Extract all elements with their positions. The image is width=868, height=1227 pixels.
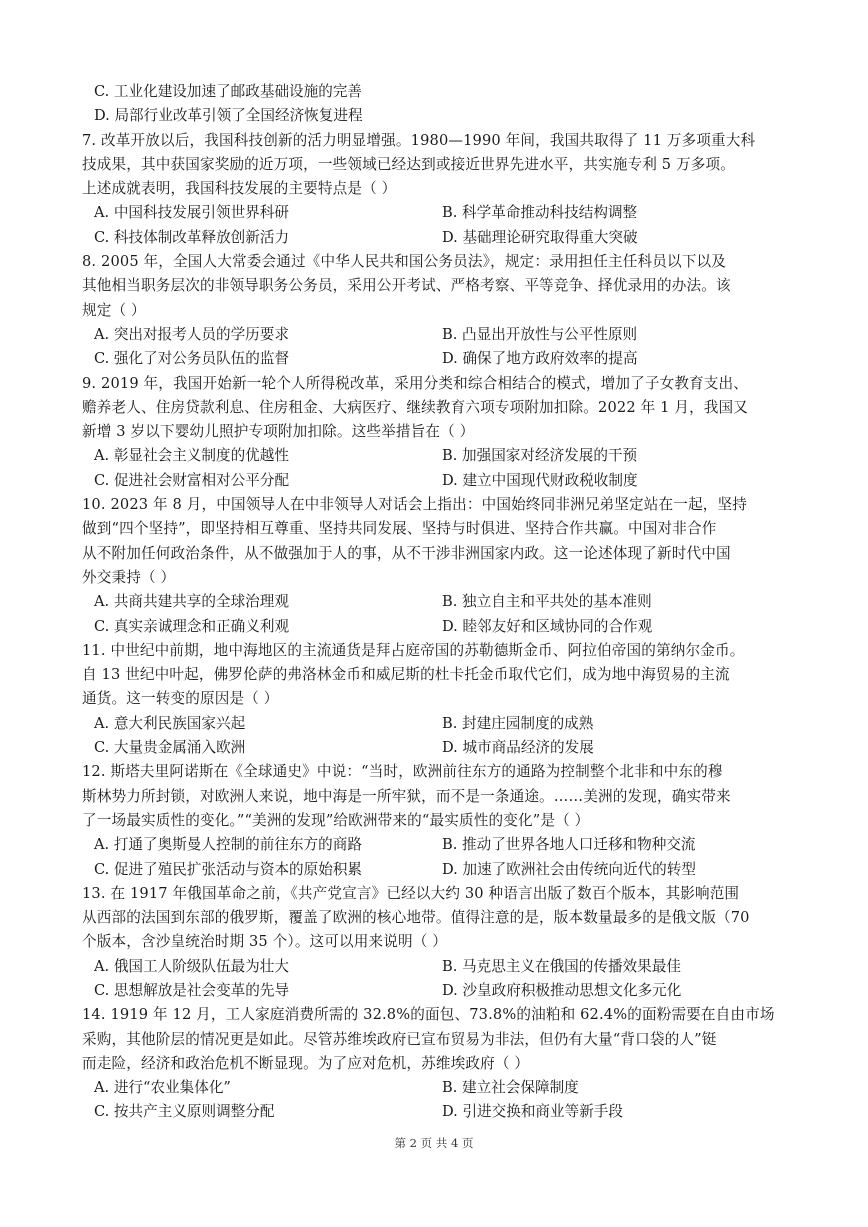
answer-options [82, 833, 788, 882]
question [82, 129, 788, 250]
question-text-line: 采购，其他阶层的情况更是如此。尽管苏维埃政府已宣布贸易为非法，但仍有大量“背口袋的人”铤 [82, 1030, 717, 1048]
question-stem [82, 493, 788, 590]
question [82, 760, 788, 881]
option-b[interactable]: B. 凸显出开放性与公平性原则 [442, 325, 638, 343]
option-d[interactable]: D. 睦邻友好和区域协同的合作观 [442, 617, 653, 635]
option-b[interactable]: B. 独立自主和平共处的基本准则 [442, 593, 652, 611]
option-a[interactable]: A. 意大利民族国家兴起 [94, 714, 246, 732]
option-d[interactable]: D. 基础理论研究取得重大突破 [442, 228, 638, 246]
option-c[interactable]: C. 促进了殖民扩张活动与资本的原始积累 [94, 860, 363, 878]
question-text-line: 13. 在 1917 年俄国革命之前，《共产党宣言》已经以大约 30 种语言出版了数百个版本，其影响范围 [82, 884, 740, 902]
question-text-line: 外交秉持（ ） [82, 568, 176, 586]
option-b[interactable]: B. 马克思主义在俄国的传播效果最佳 [442, 957, 681, 975]
option-a[interactable]: A. 中国科技发展引领世界科研 [94, 204, 289, 222]
page-number: 第 2 页 共 4 页 [394, 1136, 474, 1150]
question [82, 639, 788, 760]
question [82, 250, 788, 371]
option-d[interactable]: D. 沙皇政府积极推动思想文化多元化 [442, 981, 682, 999]
question-stem [82, 760, 788, 833]
option-a[interactable]: A. 突出对报考人员的学历要求 [94, 325, 289, 343]
answer-options [82, 201, 788, 250]
question-text-line: 其他相当职务层次的非领导职务公务员，采用公开考试、严格考察、平等竞争、择优录用的办法。该 [82, 277, 731, 295]
option-b[interactable]: B. 建立社会保障制度 [442, 1079, 579, 1097]
option-b[interactable]: B. 加强国家对经济发展的干预 [442, 447, 638, 465]
question-text-line: 了一场最实质性的变化。”“美洲的发现”给欧洲带来的“最实质性的变化”是（ ） [82, 811, 590, 829]
question-list [82, 129, 788, 1125]
answer-options [82, 1076, 788, 1125]
answer-options [82, 323, 788, 372]
question-text-line: 自 13 世纪中叶起，佛罗伦萨的弗洛林金币和威尼斯的杜卡托金币取代它们，成为地中海贸易的主流 [82, 666, 730, 684]
option-c[interactable]: C. 强化了对公务员队伍的监督 [94, 350, 290, 368]
question-text-line: 11. 中世纪中前期，地中海地区的主流通货是拜占庭帝国的苏勒德斯金币、阿拉伯帝国的第纳尔金币。 [82, 641, 745, 659]
question-text-line: 做到“四个坚持”，即坚持相互尊重、坚持共同发展、坚持与时俱进、坚持合作共赢。中国对非合作 [82, 520, 717, 538]
option-a[interactable]: A. 共商共建共享的全球治理观 [94, 593, 289, 611]
question-text-line: 上述成就表明，我国科技发展的主要特点是（ ） [82, 180, 397, 198]
question-text-line: 新增 3 岁以下婴幼儿照护专项附加扣除。这些举措旨在（ ） [82, 423, 475, 441]
option-a[interactable]: A. 彰显社会主义制度的优越性 [94, 447, 289, 465]
question-text-line: 7. 改革开放以后，我国科技创新的活力明显增强。1980—1990 年间，我国共取得了 11 万多项重大科 [82, 131, 756, 149]
question-text-line: 而走险，经济和政治危机不断显现。为了应对危机，苏维埃政府（ ） [82, 1054, 530, 1072]
question-text-line: 从不附加任何政治条件，从不做强加于人的事，从不干涉非洲国家内政。这一论述体现了新时代中国 [82, 544, 731, 562]
question-text-line: 赡养老人、住房贷款利息、住房租金、大病医疗、继续教育六项专项附加扣除。2022 年 1 月，我国又 [82, 398, 749, 416]
option-d: D. 局部行业改革引领了全国经济恢复进程 [94, 107, 363, 125]
option-d[interactable]: D. 引进交换和商业等新手段 [442, 1103, 623, 1121]
option-c[interactable]: C. 按共产主义原则调整分配 [94, 1103, 275, 1121]
question-text-line: 14. 1919 年 12 月，工人家庭消费所需的 32.8%的面包、73.8%的油粕和 62.4%的面粉需要在自由市场 [82, 1006, 775, 1024]
question-stem [82, 639, 788, 712]
question-text-line: 斯林势力所封锁，对欧洲人来说，地中海是一所牢狱，而不是一条通途。……美洲的发现，确实带来 [82, 787, 731, 805]
question-stem [82, 882, 788, 955]
option-d[interactable]: D. 建立中国现代财政税收制度 [442, 471, 638, 489]
option-c: C. 工业化建设加速了邮政基础设施的完善 [94, 83, 363, 100]
option-d[interactable]: D. 加速了欧洲社会由传统向近代的转型 [442, 860, 696, 878]
question-stem [82, 1003, 788, 1076]
question-text-line: 10. 2023 年 8 月，中国领导人在中非领导人对话会上指出：中国始终同非洲兄弟坚定站在一起，坚持 [82, 496, 747, 514]
question-text-line: 8. 2005 年，全国人大常委会通过《中华人民共和国公务员法》，规定：录用担任主任科员以下以及 [82, 253, 726, 271]
option-d[interactable]: D. 确保了地方政府效率的提高 [442, 350, 638, 368]
answer-options [82, 590, 788, 639]
option-c[interactable]: C. 思想解放是社会变革的先导 [94, 981, 290, 999]
question-stem [82, 250, 788, 323]
question [82, 882, 788, 1003]
option-a[interactable]: A. 进行“农业集体化” [94, 1079, 231, 1097]
option-c[interactable]: C. 大量贵金属涌入欧洲 [94, 739, 246, 757]
question-text-line: 技成果，其中获国家奖励的近万项，一些领域已经达到或接近世界先进水平，共实施专利 5 万多项。 [82, 155, 735, 173]
option-b[interactable]: B. 科学革命推动科技结构调整 [442, 204, 638, 222]
option-c[interactable]: C. 促进社会财富相对公平分配 [94, 471, 290, 489]
option-b[interactable]: B. 封建庄园制度的成熟 [442, 714, 594, 732]
option-d[interactable]: D. 城市商品经济的发展 [442, 739, 594, 757]
question-stem [82, 372, 788, 445]
question [82, 493, 788, 639]
question-text-line: 12. 斯塔夫里阿诺斯在《全球通史》中说：“当时，欧洲前往东方的通路为控制整个北非和中东的穆 [82, 763, 723, 781]
exam-content [82, 80, 788, 1125]
answer-options [82, 444, 788, 493]
question-text-line: 规定（ ） [82, 301, 146, 319]
option-c[interactable]: C. 科技体制改革释放创新活力 [94, 228, 290, 246]
option-a[interactable]: A. 打通了奥斯曼人控制的前往东方的商路 [94, 836, 362, 854]
question [82, 1003, 788, 1124]
option-a[interactable]: A. 俄国工人阶级队伍最为壮大 [94, 957, 289, 975]
question-stem [82, 129, 788, 202]
option-b[interactable]: B. 推动了世界各地人口迁移和物种交流 [442, 836, 696, 854]
question-text-line: 个版本，含沙皇统治时期 35 个）。这可以用来说明（ ） [82, 933, 448, 951]
answer-options [82, 712, 788, 761]
answer-options [82, 955, 788, 1004]
carryover-options [82, 80, 788, 129]
question [82, 372, 788, 493]
question-text-line: 通货。这一转变的原因是（ ） [82, 690, 279, 708]
option-c[interactable]: C. 真实亲诚理念和正确义利观 [94, 617, 290, 635]
question-text-line: 9. 2019 年，我国开始新一轮个人所得税改革，采用分类和综合相结合的模式，增加了子女教育支出、 [82, 374, 749, 392]
question-text-line: 从西部的法国到东部的俄罗斯，覆盖了欧洲的核心地带。值得注意的是，版本数量最多的是俄文版（70 [82, 909, 750, 927]
